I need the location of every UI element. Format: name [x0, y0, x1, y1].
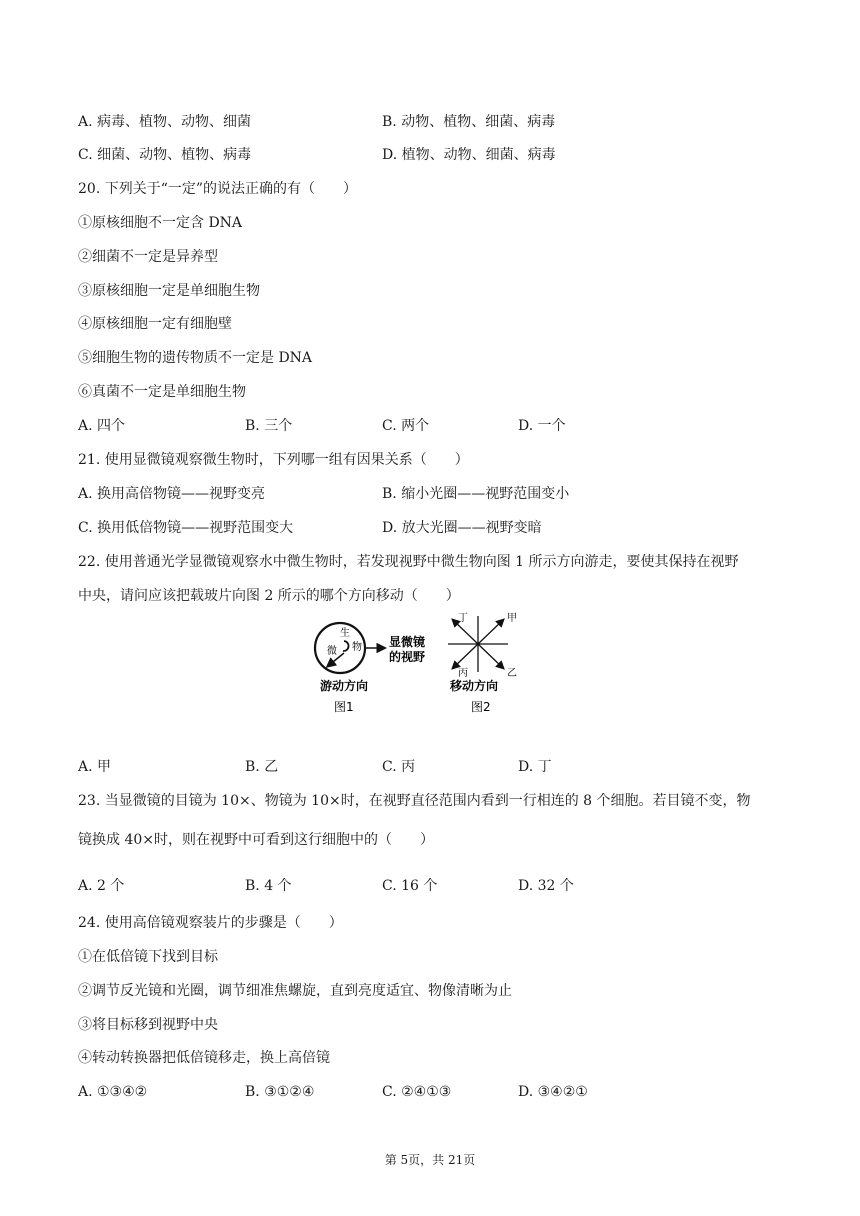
fig2-caption: 移动方向 [450, 679, 499, 693]
q20-option-d: D. 一个 [518, 418, 566, 434]
q20-option-b: B. 三个 [245, 418, 293, 434]
q20-option-a: A. 四个 [78, 418, 126, 434]
q20-stem: 20. 下列关于“一定”的说法正确的有（ ） [78, 181, 358, 197]
fig1-char-sheng: 生 [340, 628, 350, 639]
microscope-figure [300, 608, 550, 720]
q20-item: ④原核细胞一定有细胞壁 [78, 316, 232, 332]
q22-option-a: A. 甲 [78, 759, 112, 775]
q23-stem-line2: 镜换成 40×时，则在视野中可看到这行细胞中的（ ） [78, 832, 434, 848]
q22-option-c: C. 丙 [382, 759, 416, 775]
q21-option-c: C. 换用低倍物镜——视野范围变大 [78, 520, 294, 536]
arrow-yi [478, 644, 503, 668]
q24-item: ④转动转换器把低倍镜移走，换上高倍镜 [78, 1050, 330, 1066]
fig2-label-bing: 丙 [458, 668, 468, 679]
q22-figure [300, 608, 550, 720]
arrow-bing [453, 644, 478, 668]
q24-stem: 24. 使用高倍镜观察装片的步骤是（ ） [78, 915, 343, 931]
fig1-caption: 游动方向 [320, 679, 369, 693]
figure-1 [315, 623, 426, 714]
q22-option-b: B. 乙 [245, 759, 279, 775]
q22-stem-line2: 中央，请问应该把载玻片向图 2 所示的哪个方向移动（ ） [78, 588, 460, 604]
q20-item: ②细菌不一定是异养型 [78, 249, 218, 265]
q21-stem: 21. 使用显微镜观察微生物时，下列哪一组有因果关系（ ） [78, 452, 469, 468]
q19-option-d: D. 植物、动物、细菌、病毒 [382, 147, 556, 163]
fig1-char-wu: 物 [352, 642, 362, 653]
q20-item: ③原核细胞一定是单细胞生物 [78, 283, 260, 299]
q24-item: ③将目标移到视野中央 [78, 1017, 218, 1033]
fig2-name: 图2 [471, 700, 491, 714]
fig1-name: 图1 [334, 700, 354, 714]
q23-option-b: B. 4 个 [245, 878, 292, 894]
fig2-label-yi: 乙 [507, 668, 517, 679]
q20-item: ①原核细胞不一定含 DNA [78, 215, 243, 231]
q19-option-a: A. 病毒、植物、动物、细菌 [78, 114, 252, 130]
q23-option-c: C. 16 个 [382, 878, 438, 894]
q22-option-d: D. 丁 [518, 759, 552, 775]
q21-option-b: B. 缩小光圈——视野范围变小 [382, 486, 570, 502]
fig1-label-line1: 显微镜 [389, 635, 426, 649]
q20-item: ⑤细胞生物的遗传物质不一定是 DNA [78, 350, 313, 366]
q20-item: ⑥真菌不一定是单细胞生物 [78, 384, 246, 400]
figure-2 [448, 612, 517, 714]
q24-option-b: B. ③①②④ [245, 1084, 315, 1100]
microorganism-shape [343, 641, 349, 651]
q19-option-b: B. 动物、植物、细菌、病毒 [382, 114, 556, 130]
q24-option-a: A. ①③④② [78, 1084, 148, 1100]
q24-item: ①在低倍镜下找到目标 [78, 949, 218, 965]
fig2-label-jia: 甲 [507, 613, 517, 624]
q19-option-c: C. 细菌、动物、植物、病毒 [78, 147, 252, 163]
q23-option-d: D. 32 个 [518, 878, 574, 894]
q24-option-d: D. ③④②① [518, 1084, 588, 1100]
fig1-label-line2: 的视野 [389, 650, 426, 664]
fig2-label-ding: 丁 [458, 613, 468, 624]
q24-option-c: C. ②④①③ [382, 1084, 452, 1100]
q21-option-a: A. 换用高倍物镜——视野变亮 [78, 486, 266, 502]
q20-option-c: C. 两个 [382, 418, 430, 434]
q23-option-a: A. 2 个 [78, 878, 125, 894]
fig1-char-wei: 微 [327, 646, 337, 657]
q21-option-d: D. 放大光圈——视野变暗 [382, 520, 542, 536]
q22-stem-line1: 22. 使用普通光学显微镜观察水中微生物时，若发现视野中微生物向图 1 所示方向游走，要使其保持在视野 [78, 554, 739, 570]
arrow-jia [478, 620, 503, 644]
page-footer: 第 5页，共 21页 [384, 1153, 476, 1167]
q23-stem-line1: 23. 当显微镜的目镜为 10×、物镜为 10×时，在视野直径范围内看到一行相连的 8 个细胞。若目镜不变，物 [78, 793, 751, 809]
q24-item: ②调节反光镜和光圈，调节细准焦螺旋，直到亮度适宜、物像清晰为止 [78, 983, 512, 999]
